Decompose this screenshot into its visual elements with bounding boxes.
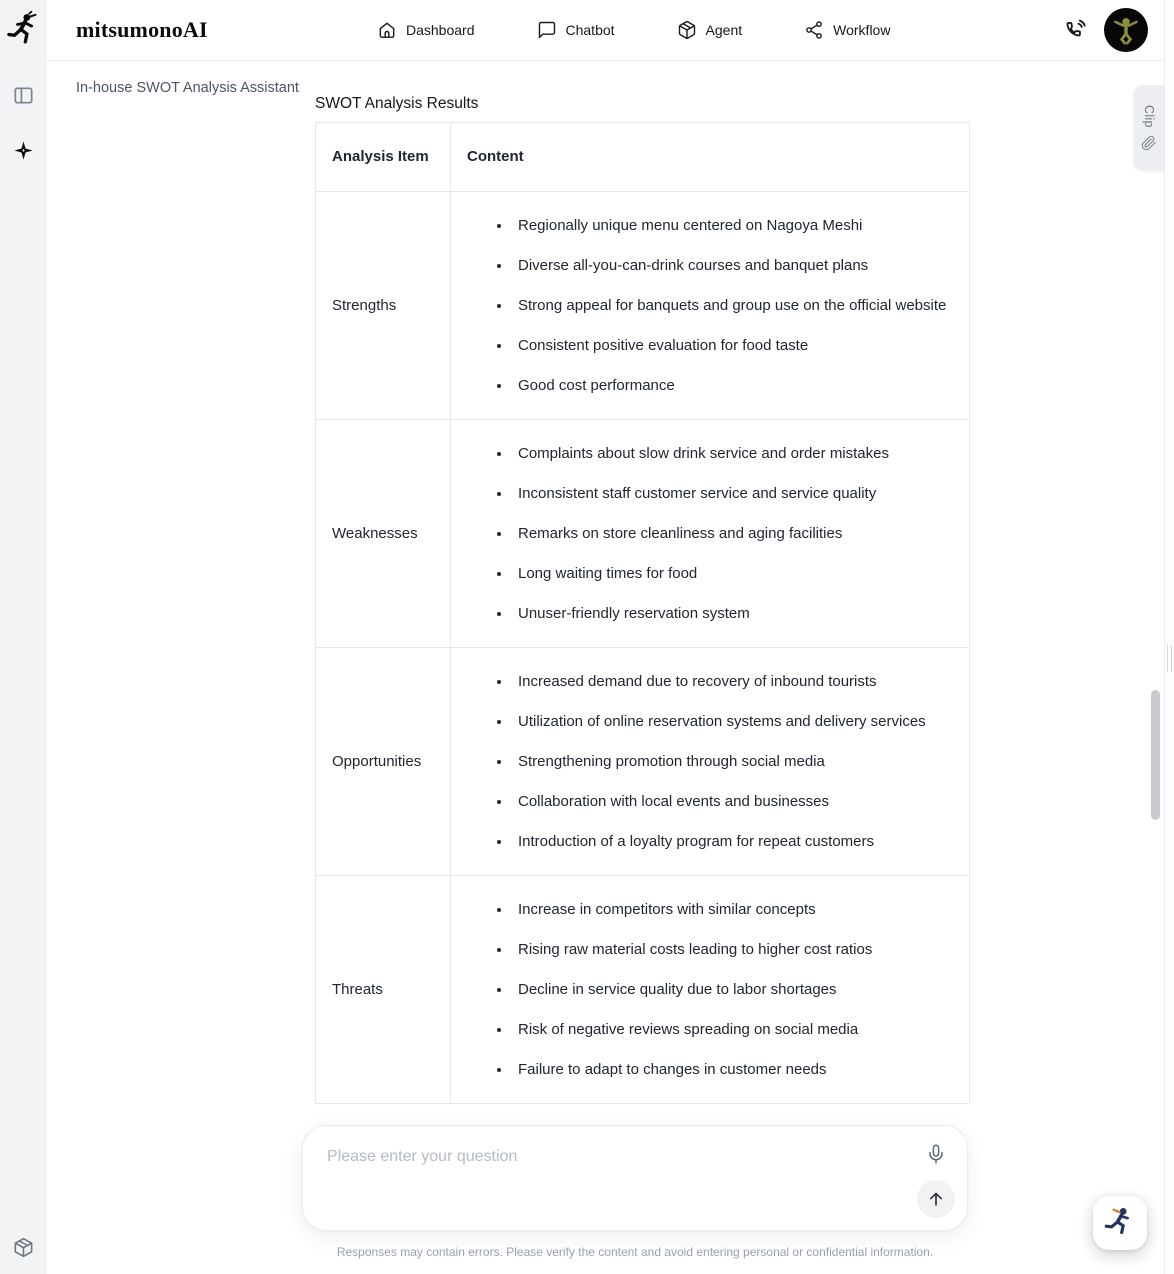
panel-toggle-icon[interactable] (12, 84, 35, 107)
content-point: • Good cost performance (512, 372, 953, 399)
nav-label: Workflow (833, 22, 891, 38)
content-points-list (467, 668, 953, 855)
swot-table (315, 122, 970, 1104)
content-point: • Diverse all-you-can-drink courses and banquet plans (512, 252, 953, 279)
content-point: • Regionally unique menu centered on Nagoya Meshi (512, 212, 953, 239)
message-title: SWOT Analysis Results (315, 95, 479, 112)
disclaimer-text: Responses may contain errors. Please verify the content and avoid entering personal or confidential information. (336, 1245, 934, 1259)
column-header-analysis-item: Analysis Item (316, 123, 451, 192)
sparkle-icon[interactable] (12, 139, 35, 162)
arrow-up-icon (926, 1189, 946, 1209)
top-header (47, 0, 1174, 61)
nav-item-dashboard[interactable] (377, 20, 475, 40)
column-header-content: Content (451, 123, 970, 192)
content-point: • Increase in competitors with similar concepts (512, 896, 953, 923)
send-button[interactable] (917, 1180, 955, 1218)
clip-tab-label: Clip (1142, 105, 1156, 128)
nav-label: Chatbot (565, 22, 615, 38)
question-input[interactable] (303, 1126, 903, 1230)
call-icon[interactable] (1062, 17, 1088, 43)
share-nodes-icon (804, 20, 824, 40)
analysis-item-cell: Threats (316, 876, 451, 1104)
content-point: • Strong appeal for banquets and group use on the official website (512, 292, 953, 319)
scrollbar-thumb[interactable] (1151, 690, 1160, 820)
floating-assistant-button[interactable] (1093, 1196, 1147, 1250)
nav-item-agent[interactable] (677, 20, 743, 40)
content-point: • Inconsistent staff customer service and service quality (512, 480, 953, 507)
content-point: • Decline in service quality due to labor shortages (512, 976, 953, 1003)
nav-item-workflow[interactable] (804, 20, 890, 40)
content-point: • Introduction of a loyalty program for repeat customers (512, 828, 953, 855)
table-row (316, 420, 970, 648)
content-point: • Collaboration with local events and businesses (512, 788, 953, 815)
analysis-item-cell: Strengths (316, 192, 451, 420)
content-point: • Consistent positive evaluation for food taste (512, 332, 953, 359)
nav-item-chatbot[interactable] (537, 20, 615, 40)
main-nav (377, 0, 890, 60)
table-header-row (316, 123, 970, 192)
panel-resize-handle[interactable] (1167, 645, 1172, 672)
paperclip-icon (1141, 135, 1157, 151)
content-point: • Utilization of online reservation systems and delivery services (512, 708, 953, 735)
content-point: • Long waiting times for food (512, 560, 953, 587)
content-cell (451, 648, 970, 876)
right-panel-rail (1164, 0, 1174, 1274)
chat-bubble-icon (537, 20, 557, 40)
home-icon (377, 20, 397, 40)
swot-table-body (316, 192, 970, 1104)
analysis-item-cell: Weaknesses (316, 420, 451, 648)
content-cell (451, 192, 970, 420)
avatar-ninja-image[interactable] (1104, 8, 1148, 52)
content-point: • Unuser-friendly reservation system (512, 600, 953, 627)
box-cube-icon (677, 20, 697, 40)
brand-name[interactable]: mitsumonoAI (76, 17, 208, 42)
icon-sidebar (0, 0, 47, 1274)
content-point: • Remarks on store cleanliness and aging facilities (512, 520, 953, 547)
content-point: • Rising raw material costs leading to higher cost ratios (512, 936, 953, 963)
content-point: • Increased demand due to recovery of inbound tourists (512, 668, 953, 695)
content-points-list (467, 896, 953, 1083)
content-point: • Risk of negative reviews spreading on social media (512, 1016, 953, 1043)
clip-tab[interactable] (1134, 85, 1164, 171)
ninja-logo-icon[interactable] (6, 10, 42, 52)
assistant-name: In-house SWOT Analysis Assistant (76, 80, 299, 96)
header-right (1062, 0, 1148, 60)
nav-label: Agent (705, 22, 743, 38)
cube-icon[interactable] (12, 1236, 35, 1259)
table-row (316, 648, 970, 876)
content-cell (451, 876, 970, 1104)
table-row (316, 192, 970, 420)
content-points-list (467, 440, 953, 627)
microphone-icon[interactable] (925, 1143, 947, 1165)
assistant-message (315, 95, 970, 1104)
content-point: • Strengthening promotion through social media (512, 748, 953, 775)
nav-label: Dashboard (406, 22, 475, 38)
content-points-list (467, 212, 953, 399)
content-point: • Complaints about slow drink service and order mistakes (512, 440, 953, 467)
table-row (316, 876, 970, 1104)
analysis-item-cell: Opportunities (316, 648, 451, 876)
content-point: • Failure to adapt to changes in customer needs (512, 1056, 953, 1083)
ninja-fab-icon (1103, 1204, 1137, 1242)
chat-composer (302, 1125, 968, 1231)
content-cell (451, 420, 970, 648)
